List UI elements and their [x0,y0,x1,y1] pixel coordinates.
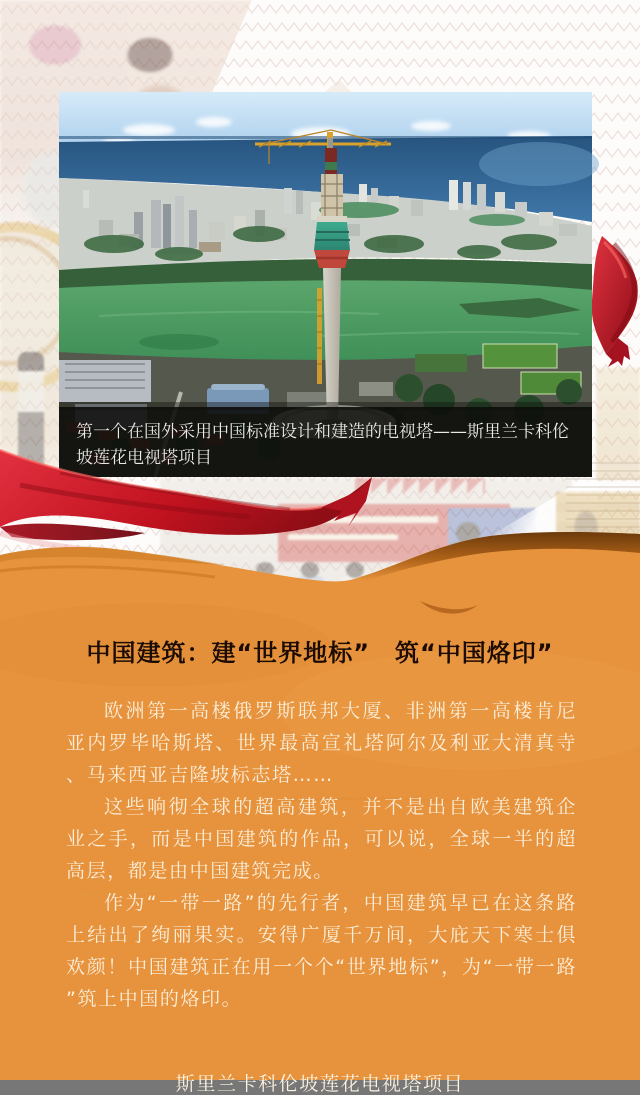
clipped-caption: 斯里兰卡科伦坡莲花电视塔项目 [175,1073,465,1095]
paragraph-1: 欧洲第一高楼俄罗斯联邦大厦、非洲第一高楼肯尼亚内罗毕哈斯塔、世界最高宣礼塔阿尔及利亚大清真寺、马来西亚吉隆坡标志塔…… [66,700,577,786]
paragraph-2: 这些响彻全球的超高建筑，并不是出自欧美建筑企业之手，而是中国建筑的作品，可以说，全球一半的超高层，都是由中国建筑完成。 [66,796,577,882]
red-ribbon-right [584,236,640,368]
paragraph-3: 作为“一带一路”的先行者，中国建筑早已在这条路上结出了绚丽果实。安得广厦千万间，大庇天下寒士俱欢颜！中国建筑正在用一个个“世界地标”，为“一带一路”筑上中国的烙印。 [66,892,577,1010]
photo-caption: 第一个在国外采用中国标准设计和建造的电视塔——斯里兰卡科伦坡莲花电视塔项目 [76,422,569,468]
article-body [66,695,577,1015]
article-title: 中国建筑：建“世界地标” 筑“中国烙印” [86,639,554,667]
